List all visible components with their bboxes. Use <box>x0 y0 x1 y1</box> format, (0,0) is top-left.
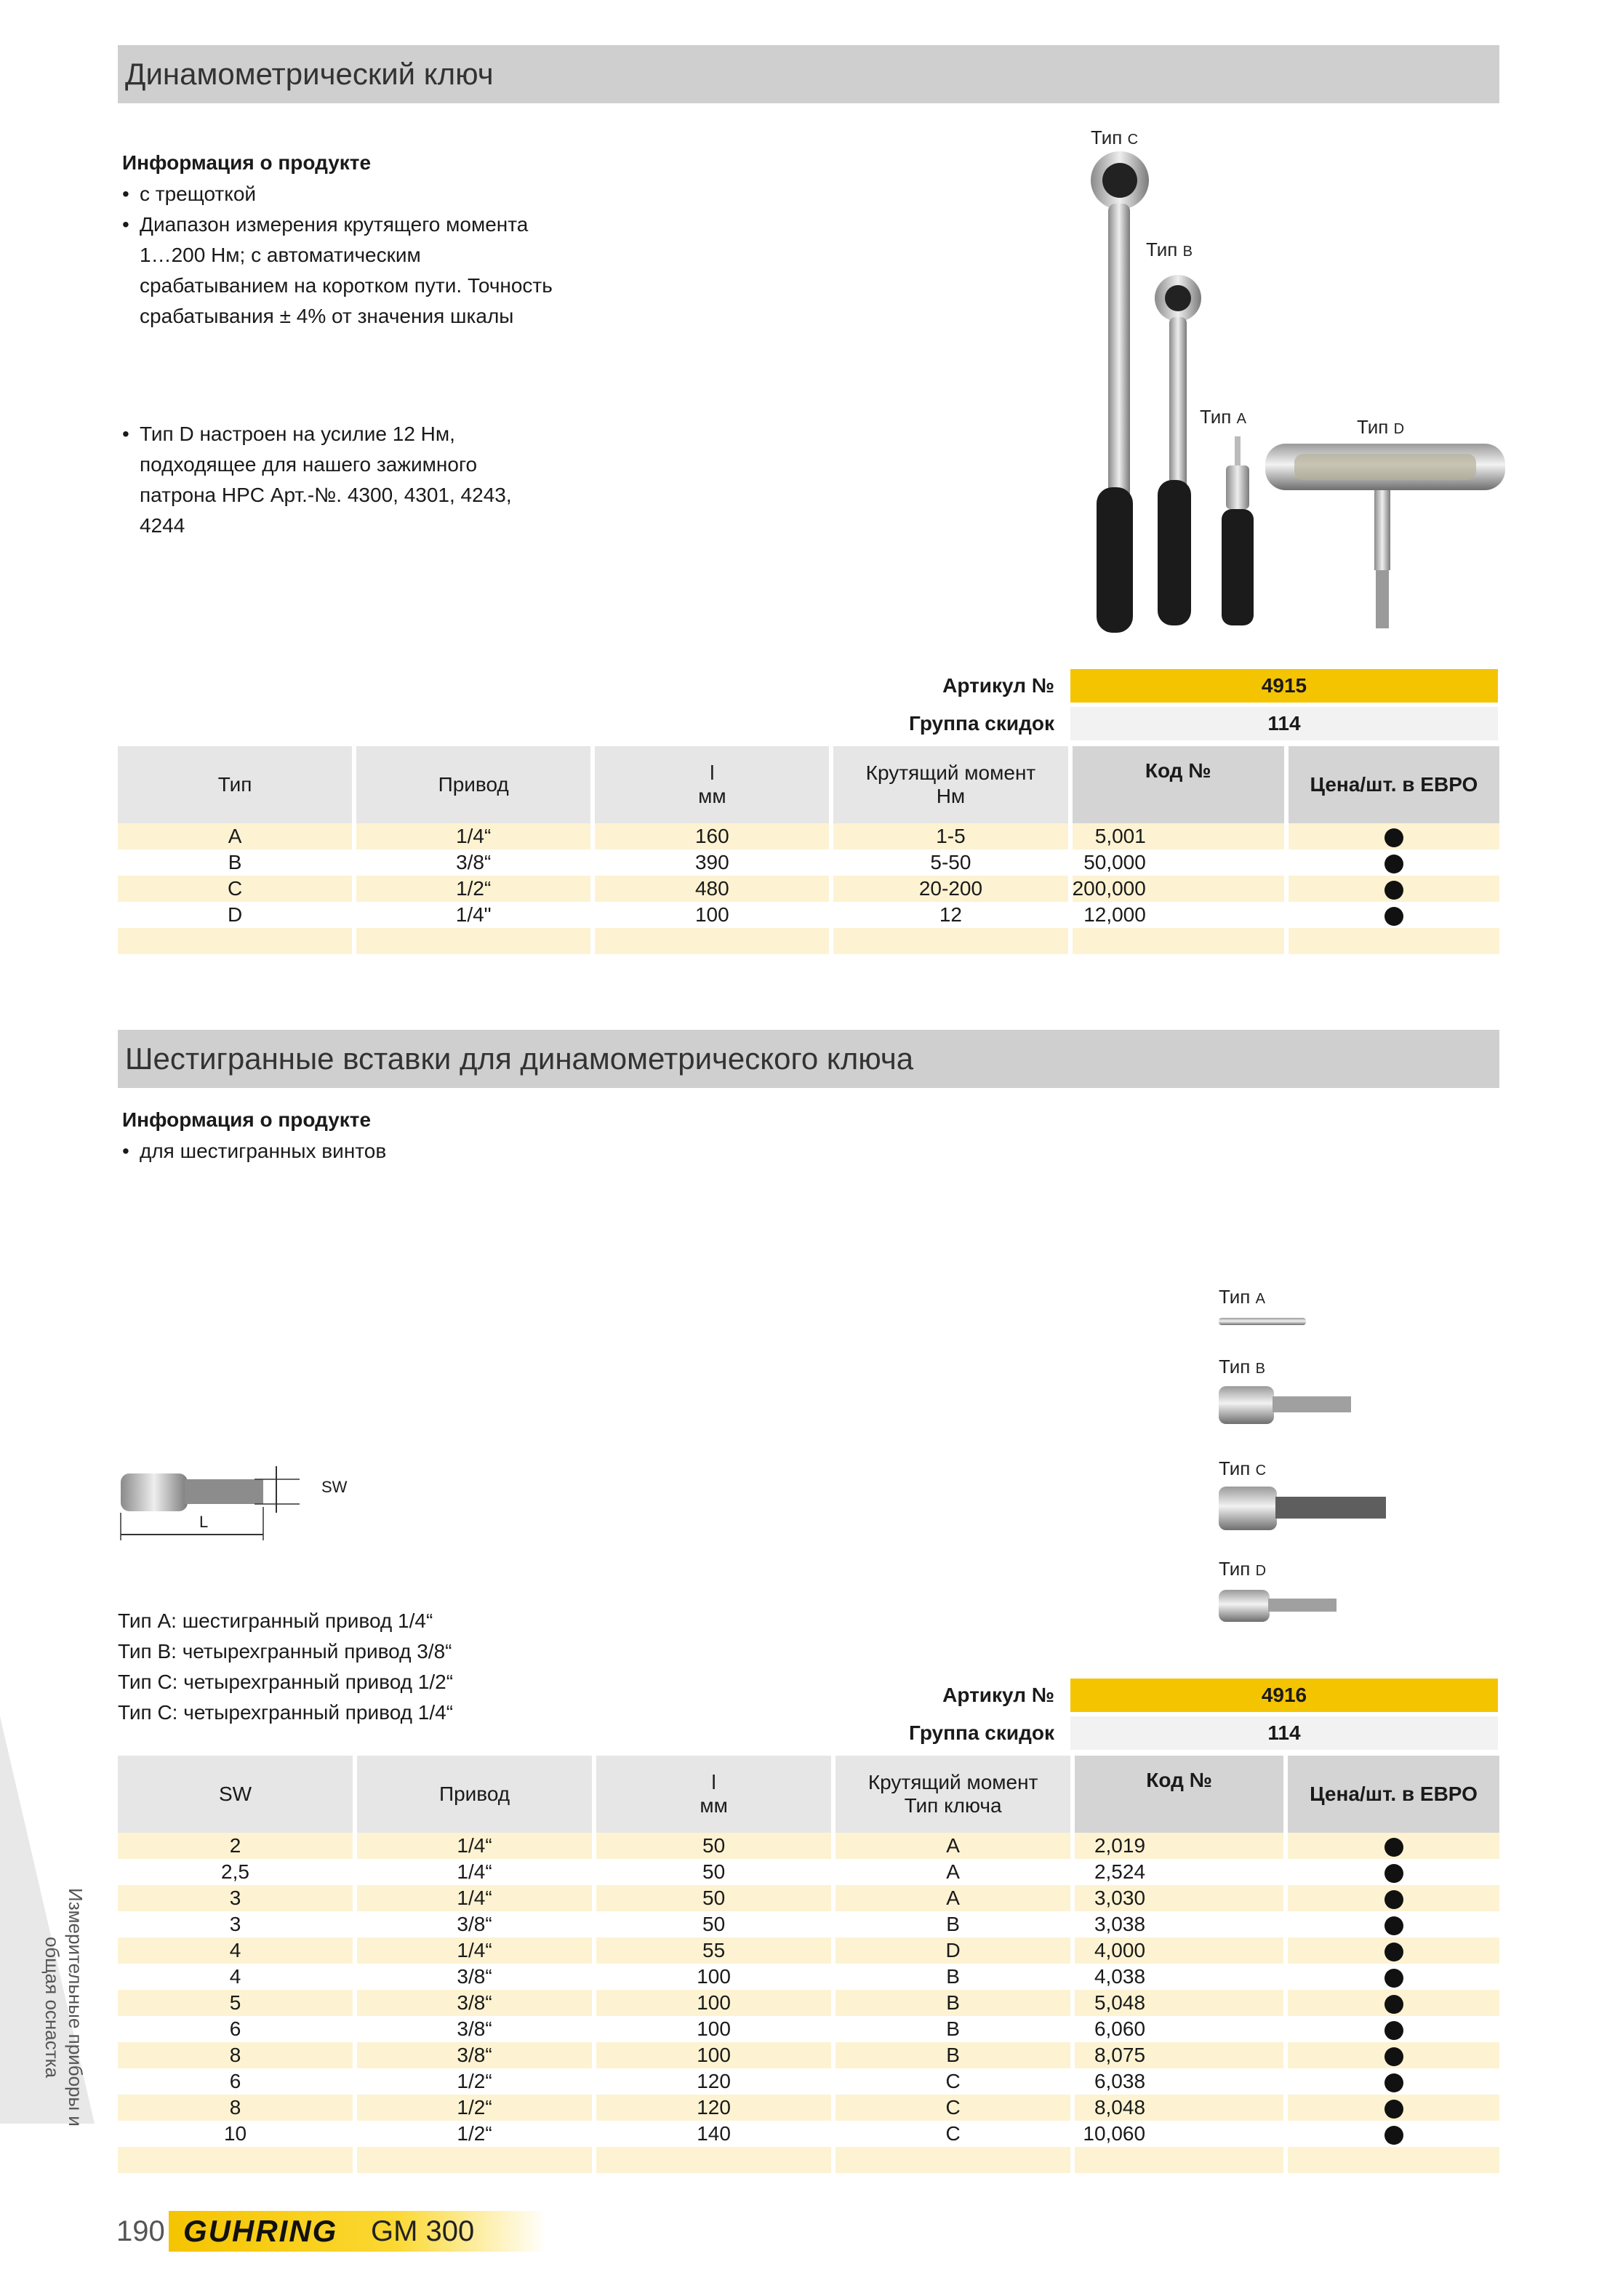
table-cell: 6 <box>118 2068 353 2095</box>
insert-type-b-icon <box>1219 1386 1351 1424</box>
table-cell <box>1289 928 1499 954</box>
table-cell <box>835 2147 1070 2173</box>
table-cell: 2,524 <box>1075 1859 1283 1885</box>
table-row-empty <box>118 928 1499 954</box>
brand-logo: GUHRING <box>183 2214 338 2248</box>
info-bullet: • Диапазон измерения крутящего момента 1…200 Нм; с автоматическим срабатыванием на коротком пути. Точность срабатывания ± 4% от значения шкалы <box>122 209 558 332</box>
table-cell: 3,038 <box>1075 1911 1283 1937</box>
col-header-torque: Крутящий момент Нм <box>833 746 1067 823</box>
table-cell: 8,075 <box>1075 2042 1283 2068</box>
wrench-type-b-icon <box>1155 275 1201 625</box>
table-cell <box>595 928 829 954</box>
table-cell: C <box>835 2121 1070 2147</box>
table-cell: 3/8“ <box>357 2042 592 2068</box>
product-info-list-2 <box>122 419 558 541</box>
type-note: Тип C: четырехгранный привод 1/2“ <box>118 1671 454 1693</box>
table-row <box>118 1937 1499 1964</box>
table-cell: 1/4“ <box>357 1859 592 1885</box>
price-cell <box>1288 1964 1499 1990</box>
table-row <box>118 1833 1499 1859</box>
price-dot-icon <box>1384 2100 1403 2119</box>
discount-group-value: 114 <box>1070 707 1498 740</box>
table-row <box>118 1964 1499 1990</box>
table-row <box>118 1911 1499 1937</box>
table-cell <box>118 2147 353 2173</box>
hex-inserts-table <box>113 1756 1504 2173</box>
price-dot-icon <box>1384 1943 1403 1961</box>
type-notes <box>118 1606 453 1728</box>
price-dot-icon <box>1384 1838 1403 1857</box>
page-number: 190 <box>116 2215 165 2247</box>
table-cell: 5,048 <box>1075 1990 1283 2016</box>
article-label-2: Артикул № <box>942 1684 1054 1706</box>
price-cell <box>1289 823 1499 849</box>
table-row <box>118 2068 1499 2095</box>
catalog-name: GM 300 <box>371 2215 475 2247</box>
table-cell: 3/8“ <box>357 1964 592 1990</box>
article-number: 4915 <box>1070 669 1498 703</box>
table-row <box>118 876 1499 902</box>
table-cell: B <box>118 849 352 876</box>
table-cell: 1/4“ <box>357 1885 592 1911</box>
table-cell: 1/4“ <box>357 1833 592 1859</box>
table-cell <box>1073 928 1284 954</box>
col-header-length: l мм <box>596 1756 831 1833</box>
price-cell <box>1289 876 1499 902</box>
wrench-type-c-icon <box>1091 151 1149 633</box>
table-cell: 3 <box>118 1885 353 1911</box>
price-dot-icon <box>1384 907 1403 926</box>
price-dot-icon <box>1384 2126 1403 2145</box>
price-cell <box>1288 1911 1499 1937</box>
insert-type-c-icon <box>1219 1487 1386 1530</box>
table-cell: 6 <box>118 2016 353 2042</box>
table-cell: 4 <box>118 1937 353 1964</box>
tool-label-type-c: Тип C <box>1091 127 1139 148</box>
col-header-code: Код № <box>1073 746 1284 823</box>
discount-group-label: Группа скидок <box>909 712 1054 735</box>
table-cell: 1/2“ <box>357 2095 592 2121</box>
table-cell <box>356 928 590 954</box>
insert-label-type-b: Тип B <box>1219 1356 1265 1377</box>
table-cell: 100 <box>595 902 829 928</box>
section-title-hex-inserts: Шестигранные вставки для динамометрического ключа <box>118 1030 1499 1088</box>
table-cell: 50 <box>596 1859 831 1885</box>
table-cell: 4,000 <box>1075 1937 1283 1964</box>
table-cell: 140 <box>596 2121 831 2147</box>
table-cell: 1/4“ <box>357 1937 592 1964</box>
table-cell: 10,060 <box>1075 2121 1283 2147</box>
table-cell <box>118 928 352 954</box>
table-cell: D <box>118 902 352 928</box>
col-header-price: Цена/шт. в ЕВРО <box>1288 1756 1499 1833</box>
table-cell: C <box>835 2068 1070 2095</box>
price-dot-icon <box>1384 855 1403 873</box>
price-cell <box>1288 1990 1499 2016</box>
table-cell: 50 <box>596 1885 831 1911</box>
table-cell: 1/4" <box>356 902 590 928</box>
table-cell: 1-5 <box>833 823 1067 849</box>
table-cell: 3/8“ <box>357 1911 592 1937</box>
table-cell: 100 <box>596 2042 831 2068</box>
discount-group-label-2: Группа скидок <box>909 1721 1054 1744</box>
price-cell <box>1288 2068 1499 2095</box>
torque-wrench-table <box>113 746 1504 954</box>
side-tab-label: Измерительные приборы и общая оснастка <box>41 1888 87 2127</box>
insert-label-type-d: Тип D <box>1219 1558 1267 1580</box>
table-cell: 4 <box>118 1964 353 1990</box>
price-dot-icon <box>1384 2047 1403 2066</box>
t-handle-type-d-icon <box>1265 444 1505 628</box>
product-info-list-3 <box>122 1136 558 1167</box>
table-cell: 3/8“ <box>357 2016 592 2042</box>
info-bullet: • с трещоткой <box>122 179 558 209</box>
price-cell <box>1288 2016 1499 2042</box>
insert-label-type-c: Тип C <box>1219 1457 1267 1479</box>
price-cell <box>1288 2095 1499 2121</box>
dimension-l-label: L <box>199 1513 209 1531</box>
table-cell <box>357 2147 592 2173</box>
table-row <box>118 1859 1499 1885</box>
table-cell: 160 <box>595 823 829 849</box>
table-cell: 50,000 <box>1073 849 1284 876</box>
table-row-empty <box>118 2147 1499 2173</box>
table-cell: 5 <box>118 1990 353 2016</box>
table-cell: 12 <box>833 902 1067 928</box>
table-cell: B <box>835 2016 1070 2042</box>
table-cell: 480 <box>595 876 829 902</box>
table-cell: A <box>835 1859 1070 1885</box>
info-bullet: • Тип D настроен на усилие 12 Нм, подходящее для нашего зажимного патрона HPC Арт.-№. 4300, 4301, 4243, 4244 <box>122 419 558 541</box>
table-cell: 20-200 <box>833 876 1067 902</box>
price-dot-icon <box>1384 1995 1403 2014</box>
table-cell <box>596 2147 831 2173</box>
product-info-title: Информация о продукте <box>122 151 372 174</box>
table-cell: 8 <box>118 2042 353 2068</box>
price-cell <box>1288 1937 1499 1964</box>
table-cell: 120 <box>596 2095 831 2121</box>
table-cell: A <box>835 1833 1070 1859</box>
price-dot-icon <box>1384 1890 1403 1909</box>
price-dot-icon <box>1384 2021 1403 2040</box>
table-cell: 3,030 <box>1075 1885 1283 1911</box>
table-cell: 2,5 <box>118 1859 353 1885</box>
product-info-title-2: Информация о продукте <box>122 1108 372 1131</box>
table-row <box>118 1885 1499 1911</box>
table-cell: 10 <box>118 2121 353 2147</box>
table-cell: 390 <box>595 849 829 876</box>
table-cell: D <box>835 1937 1070 1964</box>
table-cell: 6,038 <box>1075 2068 1283 2095</box>
insert-type-d-icon <box>1219 1590 1337 1622</box>
table-cell: 100 <box>596 1990 831 2016</box>
hex-inserts-illustration <box>1214 1309 1418 1629</box>
table-row <box>118 2042 1499 2068</box>
table-row <box>118 902 1499 928</box>
discount-group-value-2: 114 <box>1070 1716 1498 1750</box>
table-cell: 1/2“ <box>357 2121 592 2147</box>
table-cell: 100 <box>596 1964 831 1990</box>
table-cell: 6,060 <box>1075 2016 1283 2042</box>
price-cell <box>1288 1833 1499 1859</box>
table-cell: 1/2“ <box>356 876 590 902</box>
screwdriver-type-a-icon <box>1222 436 1254 625</box>
price-cell <box>1288 1885 1499 1911</box>
table-cell: 12,000 <box>1073 902 1284 928</box>
type-note: Тип A: шестигранный привод 1/4“ <box>118 1609 433 1632</box>
table-cell <box>833 928 1067 954</box>
table-cell: 100 <box>596 2016 831 2042</box>
table-cell: 8 <box>118 2095 353 2121</box>
table-cell: B <box>835 2042 1070 2068</box>
table-row <box>118 2121 1499 2147</box>
article-number-2: 4916 <box>1070 1679 1498 1712</box>
table-cell: 120 <box>596 2068 831 2095</box>
col-header-length: l мм <box>595 746 829 823</box>
table-cell: 5,001 <box>1073 823 1284 849</box>
table-cell: 3 <box>118 1911 353 1937</box>
article-label: Артикул № <box>942 674 1054 697</box>
torque-wrench-illustration <box>1047 145 1512 640</box>
price-dot-icon <box>1384 881 1403 900</box>
price-cell <box>1289 902 1499 928</box>
price-cell <box>1288 2121 1499 2147</box>
col-header-code: Код № <box>1075 1756 1283 1833</box>
price-cell <box>1289 849 1499 876</box>
table-cell <box>1288 2147 1499 2173</box>
table-cell: 50 <box>596 1911 831 1937</box>
product-info-list <box>122 179 558 332</box>
col-header-price: Цена/шт. в ЕВРО <box>1289 746 1499 823</box>
price-dot-icon <box>1384 1864 1403 1883</box>
price-dot-icon <box>1384 828 1403 847</box>
type-note: Тип B: четырехгранный привод 3/8“ <box>118 1640 452 1663</box>
tool-label-type-d: Тип D <box>1357 416 1405 438</box>
table-cell: A <box>835 1885 1070 1911</box>
table-cell: A <box>118 823 352 849</box>
table-cell: 55 <box>596 1937 831 1964</box>
table-cell: 2 <box>118 1833 353 1859</box>
table-cell: 200,000 <box>1073 876 1284 902</box>
tool-label-type-a: Тип A <box>1200 406 1246 428</box>
table-cell: C <box>118 876 352 902</box>
table-cell: 50 <box>596 1833 831 1859</box>
table-row <box>118 823 1499 849</box>
table-cell: 1/2“ <box>357 2068 592 2095</box>
info-bullet: • для шестигранных винтов <box>122 1136 558 1167</box>
table-cell: 3/8“ <box>357 1990 592 2016</box>
table-cell: B <box>835 1911 1070 1937</box>
price-cell <box>1288 1859 1499 1885</box>
table-cell: 1/4“ <box>356 823 590 849</box>
col-header-drive: Привод <box>357 1756 592 1833</box>
insert-label-type-a: Тип A <box>1219 1286 1265 1308</box>
insert-type-a-icon <box>1219 1318 1306 1325</box>
table-row <box>118 2016 1499 2042</box>
table-cell: B <box>835 1990 1070 2016</box>
table-cell: C <box>835 2095 1070 2121</box>
tool-label-type-b: Тип B <box>1146 239 1193 260</box>
section-title-torque-wrench: Динамометрический ключ <box>118 45 1499 103</box>
table-cell: 8,048 <box>1075 2095 1283 2121</box>
type-note: Тип C: четырехгранный привод 1/4“ <box>118 1701 454 1724</box>
hex-insert-dimension-diagram <box>109 1455 356 1549</box>
price-cell <box>1288 2042 1499 2068</box>
table-cell: B <box>835 1964 1070 1990</box>
col-header-sw: SW <box>118 1756 353 1833</box>
col-header-type: Тип <box>118 746 352 823</box>
table-row <box>118 2095 1499 2121</box>
table-row <box>118 849 1499 876</box>
table-cell: 4,038 <box>1075 1964 1283 1990</box>
table-cell: 5-50 <box>833 849 1067 876</box>
col-header-drive: Привод <box>356 746 590 823</box>
table-row <box>118 1990 1499 2016</box>
price-dot-icon <box>1384 1916 1403 1935</box>
table-cell <box>1075 2147 1283 2173</box>
table-cell: 3/8“ <box>356 849 590 876</box>
table-cell: 2,019 <box>1075 1833 1283 1859</box>
price-dot-icon <box>1384 2073 1403 2092</box>
price-dot-icon <box>1384 1969 1403 1988</box>
dimension-sw-label: SW <box>321 1478 348 1496</box>
col-header-torque: Крутящий момент Тип ключа <box>835 1756 1070 1833</box>
